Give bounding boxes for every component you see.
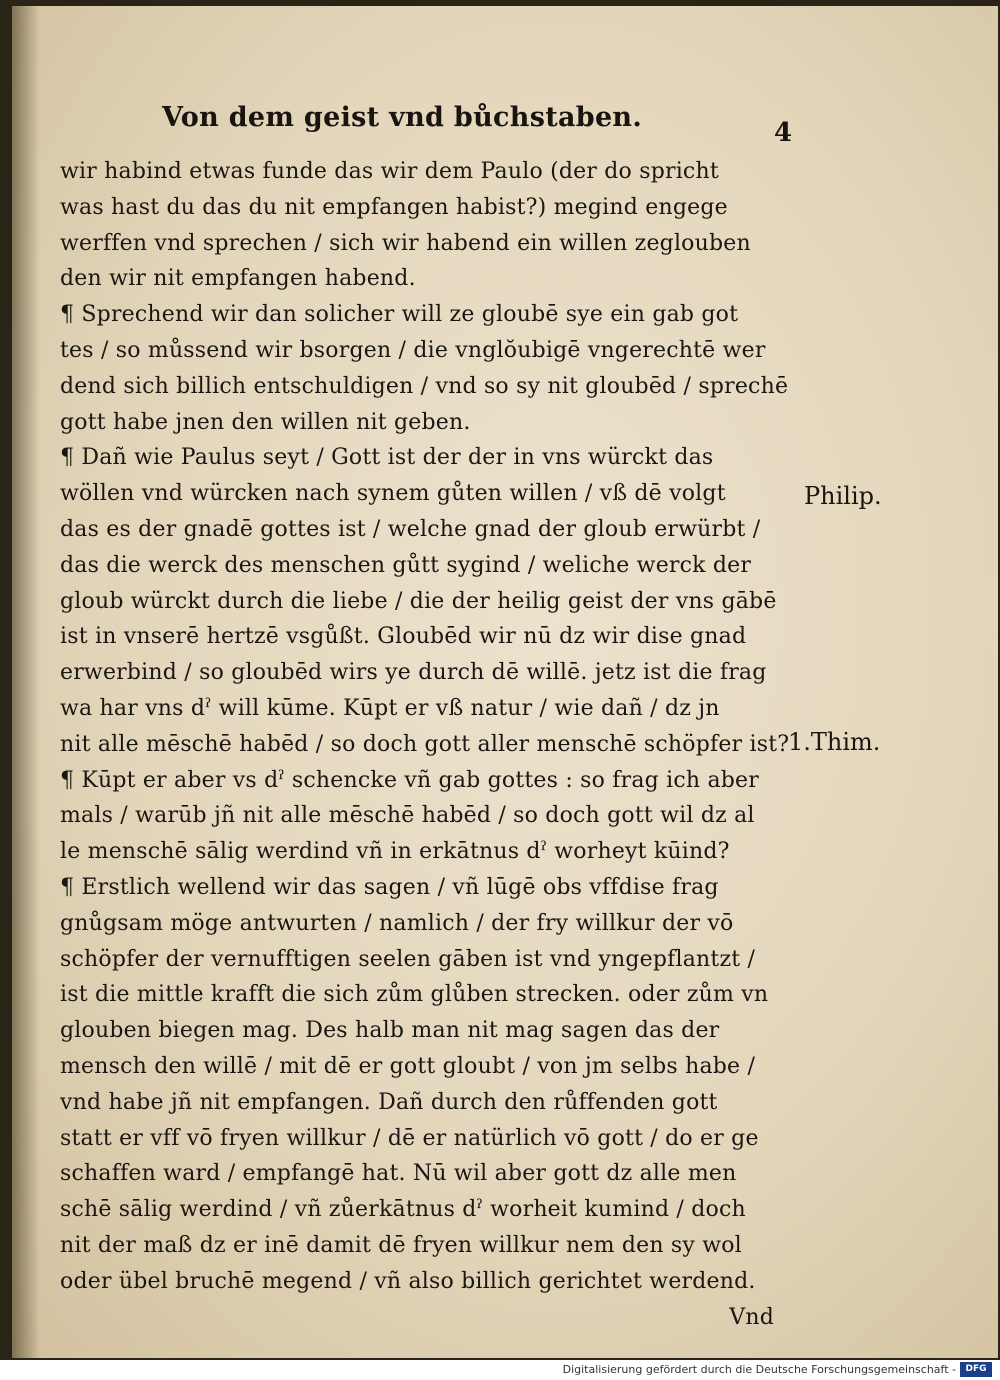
text-line: wa har vns dˀ will kūme. Kūpt er vß natur / wie dañ / dz jn — [60, 695, 720, 721]
text-line: nit der maß dz er inē damit dē fryen willkur nem den sy wol — [60, 1232, 742, 1258]
text-line: Vnd — [729, 1304, 774, 1330]
text-line: nit alle mēschē habēd / so doch gott aller menschē schöpfer ist? — [60, 731, 790, 757]
text-line: tes / so můssend wir bsorgen / die vnglŏubigē vngerechtē wer — [60, 337, 766, 363]
text-line: werffen vnd sprechen / sich wir habend ein willen zeglouben — [60, 230, 751, 256]
text-line: ¶ Sprechend wir dan solicher will ze gloubē sye ein gab got — [60, 302, 739, 328]
text-line: das es der gnadē gottes ist / welche gnad der gloub erwürbt / — [60, 516, 761, 542]
text-line: erwerbind / so gloubēd wirs ye durch dē willē. jetz ist die frag — [60, 660, 767, 686]
marginal-note-thim: 1.Thim. — [788, 728, 881, 756]
footer-bar — [0, 1360, 1000, 1380]
text-line: ist die mittle krafft die sich zům glůben strecken. oder zům vn — [60, 982, 769, 1008]
text-line: dend sich billich entschuldigen / vnd so sy nit gloubēd / sprechē — [60, 373, 789, 399]
funding-credit: Digitalisierung gefördert durch die Deutsche Forschungsgemeinschaft - — [562, 1363, 956, 1376]
main-text-block — [60, 154, 816, 1335]
text-line: das die werck des menschen gůtt sygind / weliche werck der — [60, 552, 752, 578]
dfg-logo[interactable]: DFG — [960, 1362, 992, 1377]
folio-number: 4 — [774, 118, 793, 148]
text-line: gloub würckt durch die liebe / die der heilig geist der vns gābē — [60, 588, 777, 614]
gutter-shadow — [12, 6, 40, 1358]
text-line: statt er vff vō fryen willkur / dē er natürlich vō gott / do er ge — [60, 1125, 759, 1151]
text-line: oder übel bruchē megend / vñ also billich gerichtet werdend. — [60, 1268, 756, 1294]
text-line: ¶ Dañ wie Paulus seyt / Gott ist der der in vns würckt das — [60, 445, 714, 471]
text-line: wöllen vnd würcken nach synem gůten willen / vß dē volgt — [60, 481, 726, 507]
text-line: den wir nit empfangen habend. — [60, 266, 416, 292]
text-line: vnd habe jñ nit empfangen. Dañ durch den růffenden gott — [60, 1089, 718, 1115]
text-line: schöpfer der vernufftigen seelen gāben ist vnd yngepflantzt / — [60, 946, 756, 972]
text-line: ¶ Erstlich wellend wir das sagen / vñ lūgē obs vffdise frag — [60, 874, 719, 900]
text-line: wir habind etwas funde das wir dem Paulo (der do spricht — [60, 159, 719, 184]
text-line: ist in vnserē hertzē vsgůßt. Gloubēd wir nū dz wir dise gnad — [60, 624, 747, 650]
text-line: le menschē sālig werdind vñ in erkātnus dˀ worheyt kūind? — [60, 839, 730, 865]
text-line: mals / warūb jñ nit alle mēschē habēd / so doch gott wil dz al — [60, 803, 755, 829]
text-line: schaffen ward / empfangē hat. Nū wil aber gott dz alle men — [60, 1161, 737, 1187]
text-line: mensch den willē / mit dē er gott gloubt / von jm selbs habe / — [60, 1053, 756, 1079]
running-head: Von dem geist vnd bůchstaben. — [162, 102, 643, 133]
text-line: was hast du das du nit empfangen habist?) megind engege — [60, 194, 728, 220]
text-line: schē sālig werdind / vñ zůerkātnus dˀ worheit kumind / doch — [60, 1197, 746, 1223]
text-line: glouben biegen mag. Des halb man nit mag sagen das der — [60, 1018, 720, 1044]
marginal-note-philip: Philip. — [804, 482, 882, 510]
book-page — [12, 6, 998, 1358]
text-line: gott habe jnen den willen nit geben. — [60, 409, 471, 435]
text-line: ¶ Kūpt er aber vs dˀ schencke vñ gab gottes : so frag ich aber — [60, 767, 759, 793]
text-line: gnůgsam möge antwurten / namlich / der fry willkur der vō — [60, 910, 734, 936]
